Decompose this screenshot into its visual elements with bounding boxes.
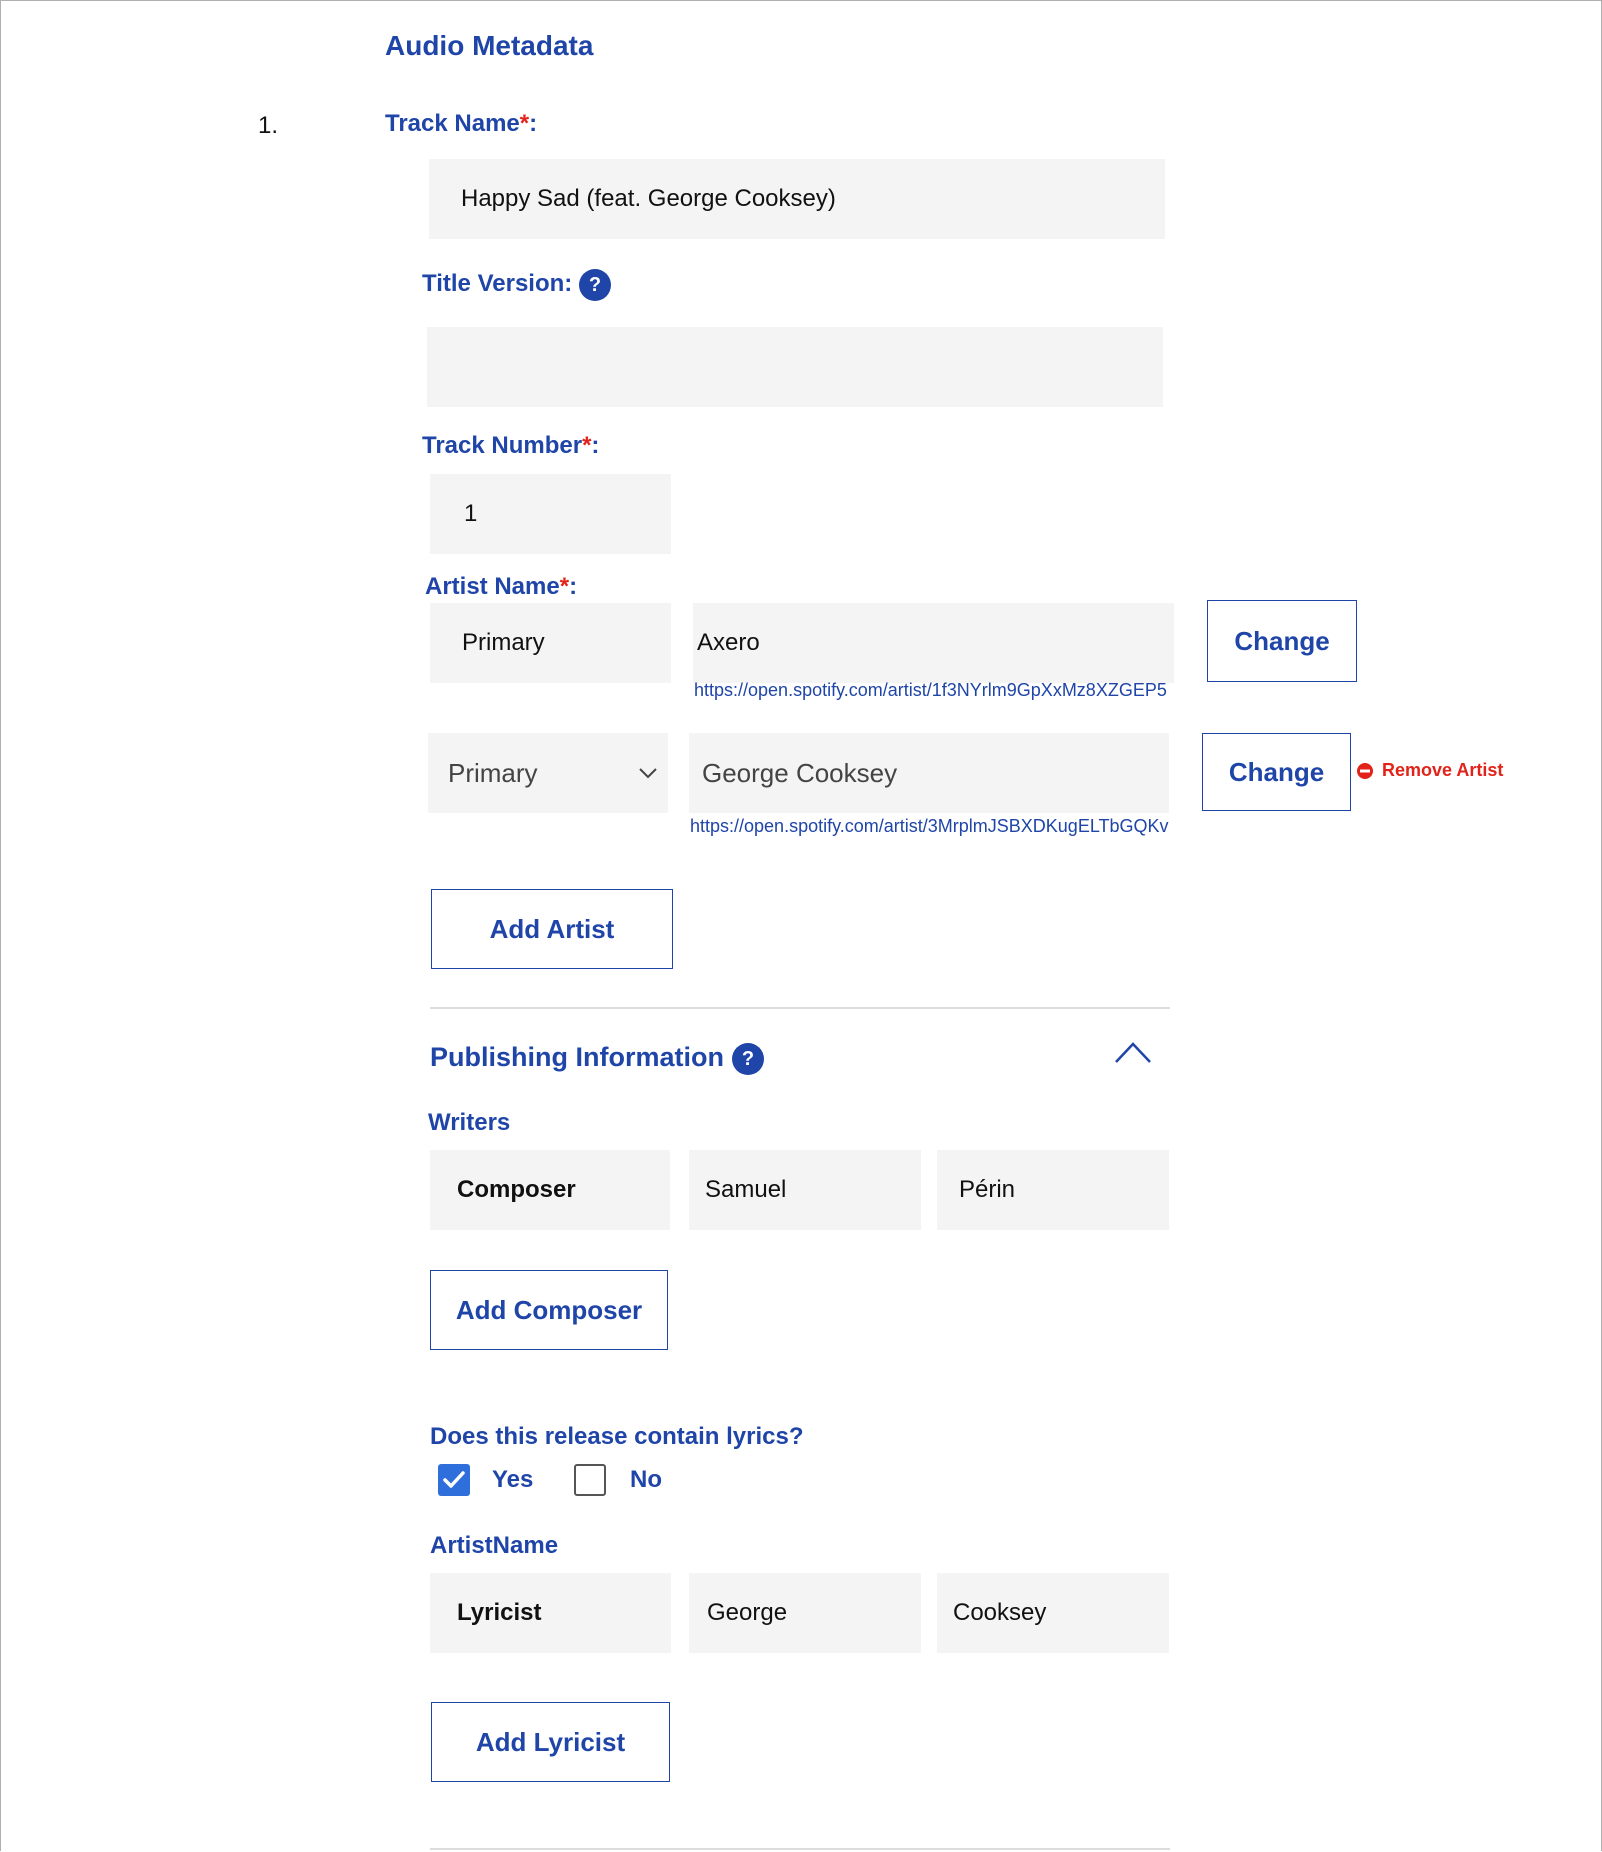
remove-artist-label: Remove Artist: [1382, 760, 1504, 780]
chevron-up-icon[interactable]: [1114, 1040, 1152, 1064]
lyricist-role-field[interactable]: Lyricist: [430, 1573, 671, 1653]
lyrics-no-option[interactable]: [574, 1464, 662, 1496]
artist-1-name-field[interactable]: Axero: [693, 603, 1174, 683]
remove-icon: [1356, 762, 1374, 780]
artist-2-name-field[interactable]: George Cooksey: [689, 733, 1169, 813]
track-number-input[interactable]: 1: [430, 474, 671, 554]
lyrics-yes-option[interactable]: [438, 1464, 533, 1496]
artist-2-role-value: Primary: [448, 757, 538, 788]
track-number-label: Track Number*:: [422, 432, 600, 459]
publishing-title: Publishing Information: [430, 1042, 724, 1072]
add-lyricist-button[interactable]: Add Lyricist: [431, 1702, 670, 1782]
artist-2-change-button[interactable]: Change: [1202, 733, 1351, 811]
lyricist-last-name-field[interactable]: Cooksey: [937, 1573, 1169, 1653]
no-label: No: [630, 1466, 662, 1493]
bottom-divider: [430, 1848, 1170, 1850]
composer-first-name-field[interactable]: Samuel: [689, 1150, 921, 1230]
yes-label: Yes: [492, 1466, 534, 1493]
chevron-down-icon: [638, 767, 658, 779]
artist-name-label: Artist Name*:: [425, 573, 578, 600]
artist-1-spotify-link[interactable]: https://open.spotify.com/artist/1f3NYrlm9GpXxMz8XZGEP5: [694, 680, 1167, 700]
artist-1-role-field[interactable]: Primary: [430, 603, 671, 683]
required-mark: *: [582, 432, 592, 459]
required-mark: *: [519, 110, 530, 137]
artist-1-change-button[interactable]: Change: [1207, 600, 1357, 682]
no-checkbox[interactable]: [574, 1464, 606, 1496]
section-title: Audio Metadata: [385, 30, 594, 61]
artist-2-spotify-link[interactable]: https://open.spotify.com/artist/3MrplmJSBXDKugELTbGQKv: [690, 816, 1169, 836]
track-index: 1.: [258, 112, 279, 139]
title-version-input[interactable]: [427, 327, 1163, 407]
add-composer-button[interactable]: Add Composer: [430, 1270, 668, 1350]
track-name-input[interactable]: Happy Sad (feat. George Cooksey): [429, 159, 1165, 239]
yes-checkbox[interactable]: [438, 1464, 470, 1496]
artist-2-role-select[interactable]: [428, 733, 668, 813]
check-icon: [442, 1470, 466, 1490]
lyrics-question: Does this release contain lyrics?: [430, 1423, 804, 1450]
track-name-label: Track Name*:: [385, 110, 538, 137]
publishing-help-icon[interactable]: ?: [732, 1043, 764, 1075]
composer-role-field[interactable]: Composer: [430, 1150, 670, 1230]
remove-artist-button[interactable]: [1356, 760, 1503, 781]
composer-last-name-field[interactable]: Périn: [937, 1150, 1169, 1230]
section-divider: [430, 1007, 1170, 1009]
lyricist-first-name-field[interactable]: George: [689, 1573, 921, 1653]
required-mark: *: [559, 573, 570, 600]
writers-label: Writers: [428, 1109, 511, 1136]
add-artist-button[interactable]: Add Artist: [431, 889, 673, 969]
title-version-help-icon[interactable]: ?: [579, 269, 611, 301]
title-version-label: Title Version:: [422, 270, 573, 297]
lyricist-section-label: ArtistName: [430, 1532, 559, 1559]
